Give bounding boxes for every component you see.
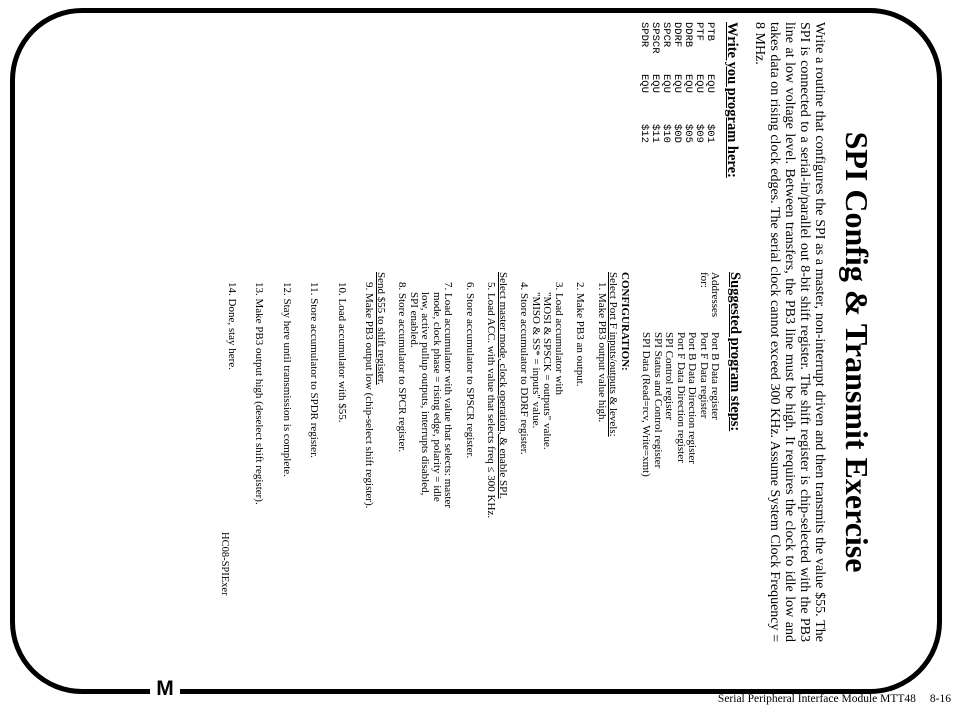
step-8: 8. Store accumulator to SPCR register. — [396, 282, 409, 453]
step-7-line-4: SPI enabled. — [408, 292, 420, 348]
address-label: Addresses for: — [698, 272, 722, 318]
equate-row: DDRB EQU $05 — [682, 22, 694, 143]
equates-list — [638, 22, 715, 272]
frame-label: M — [150, 674, 180, 704]
address-item: SPI Control register — [663, 332, 676, 420]
step-3-line-3: "MISO & SS* = inputs" value. — [530, 292, 542, 429]
address-list — [640, 332, 721, 477]
steps-heading: Suggested program steps: — [727, 272, 743, 432]
port-select-heading: Select Port F inputs/outputs & levels: — [607, 272, 620, 437]
address-item: Port F Data register — [698, 332, 710, 419]
step-11: 11. Store accumulator to SPDR register. — [308, 282, 321, 458]
step-9: 9. Make PB3 output low (chip-select shift register). — [363, 282, 376, 509]
address-item: SPI Data (Read=rcv, Write=xmt) — [640, 332, 653, 477]
address-item: Port B Data register — [709, 332, 722, 420]
equate-row: PTF EQU $09 — [693, 22, 705, 143]
address-item: SPI Status and Control register — [652, 332, 664, 469]
step-1: 1. Make PB3 output value high. — [596, 282, 608, 423]
code-reference: HC08-SPIExer — [219, 532, 230, 596]
equate-row: SPSCR EQU $11 — [649, 22, 661, 143]
address-block — [640, 272, 721, 672]
step-2: 2. Make PB3 an output. — [574, 282, 587, 387]
intro-paragraph: Write a routine that configures the SPI as a master, non-interrupt driven and then transmits the value $55. The SPI is connected to a serial-in/parallel out 8-bit shift register. The shift register is chip-selected with the PB3 line at low voltage level. Between transfers, the PB3 line must be high. It requires the clock to idle low and takes data on rising clock edges. The serial clock cannot exceed 300 KHz. Assume System Clock Frequency = 8 MHz. — [752, 22, 827, 642]
step-5: 5. Load ACC. with value that selects freq ≤ 300 KHz. — [485, 282, 498, 519]
rotated-slide-content — [15, 22, 885, 682]
steps-column — [226, 272, 741, 672]
step-10: 10. Load accumulator with $55. — [336, 282, 348, 423]
step-7-line-3: low, active pullup outputs, interrupts disabled, — [419, 292, 432, 496]
equate-row: PTB EQU $01 — [704, 22, 716, 143]
step-12: 12. Stay here until transmission is complete. — [281, 282, 293, 477]
address-item: Port B Data Direction register — [686, 332, 699, 464]
step-13: 13. Make PB3 output high (deselect shift register). — [253, 282, 266, 505]
step-14: 14. Done, stay here. — [226, 282, 238, 370]
equate-row: DDRF EQU $0D — [671, 22, 683, 143]
step-7-line-2: mode, clock phase = rising edge, polarity = idle — [431, 292, 443, 502]
step-3: 3. Load accumulator with — [553, 282, 565, 396]
master-select-heading: Select master mode, clock operation, & enable SPI. — [497, 272, 509, 499]
step-4: 4. Store accumulator to DDRF register. — [518, 282, 531, 455]
address-item: Port F Data Direction register — [675, 332, 687, 463]
footer — [718, 693, 951, 705]
page-number: 8-16 — [929, 693, 951, 705]
equate-row: SPCR EQU $10 — [660, 22, 672, 143]
equate-row: SPDR EQU $12 — [638, 22, 650, 143]
send-heading: Send $55 to shift register. — [375, 272, 387, 385]
footer-text: Serial Peripheral Interface Module MTT48 — [717, 693, 916, 705]
program-column — [638, 22, 740, 272]
config-heading: CONFIGURATION: — [619, 272, 631, 371]
slide-title: SPI Config & Transmit Exercise — [839, 131, 875, 573]
step-3-line-2: "MOSI & SPSCK = outputs" value. — [541, 292, 554, 450]
step-7: 7. Load accumulator with value that selects: master — [442, 282, 455, 509]
program-heading: Write you program here: — [724, 22, 740, 178]
step-6: 6. Store accumulator to SPSCR register. — [464, 282, 476, 459]
